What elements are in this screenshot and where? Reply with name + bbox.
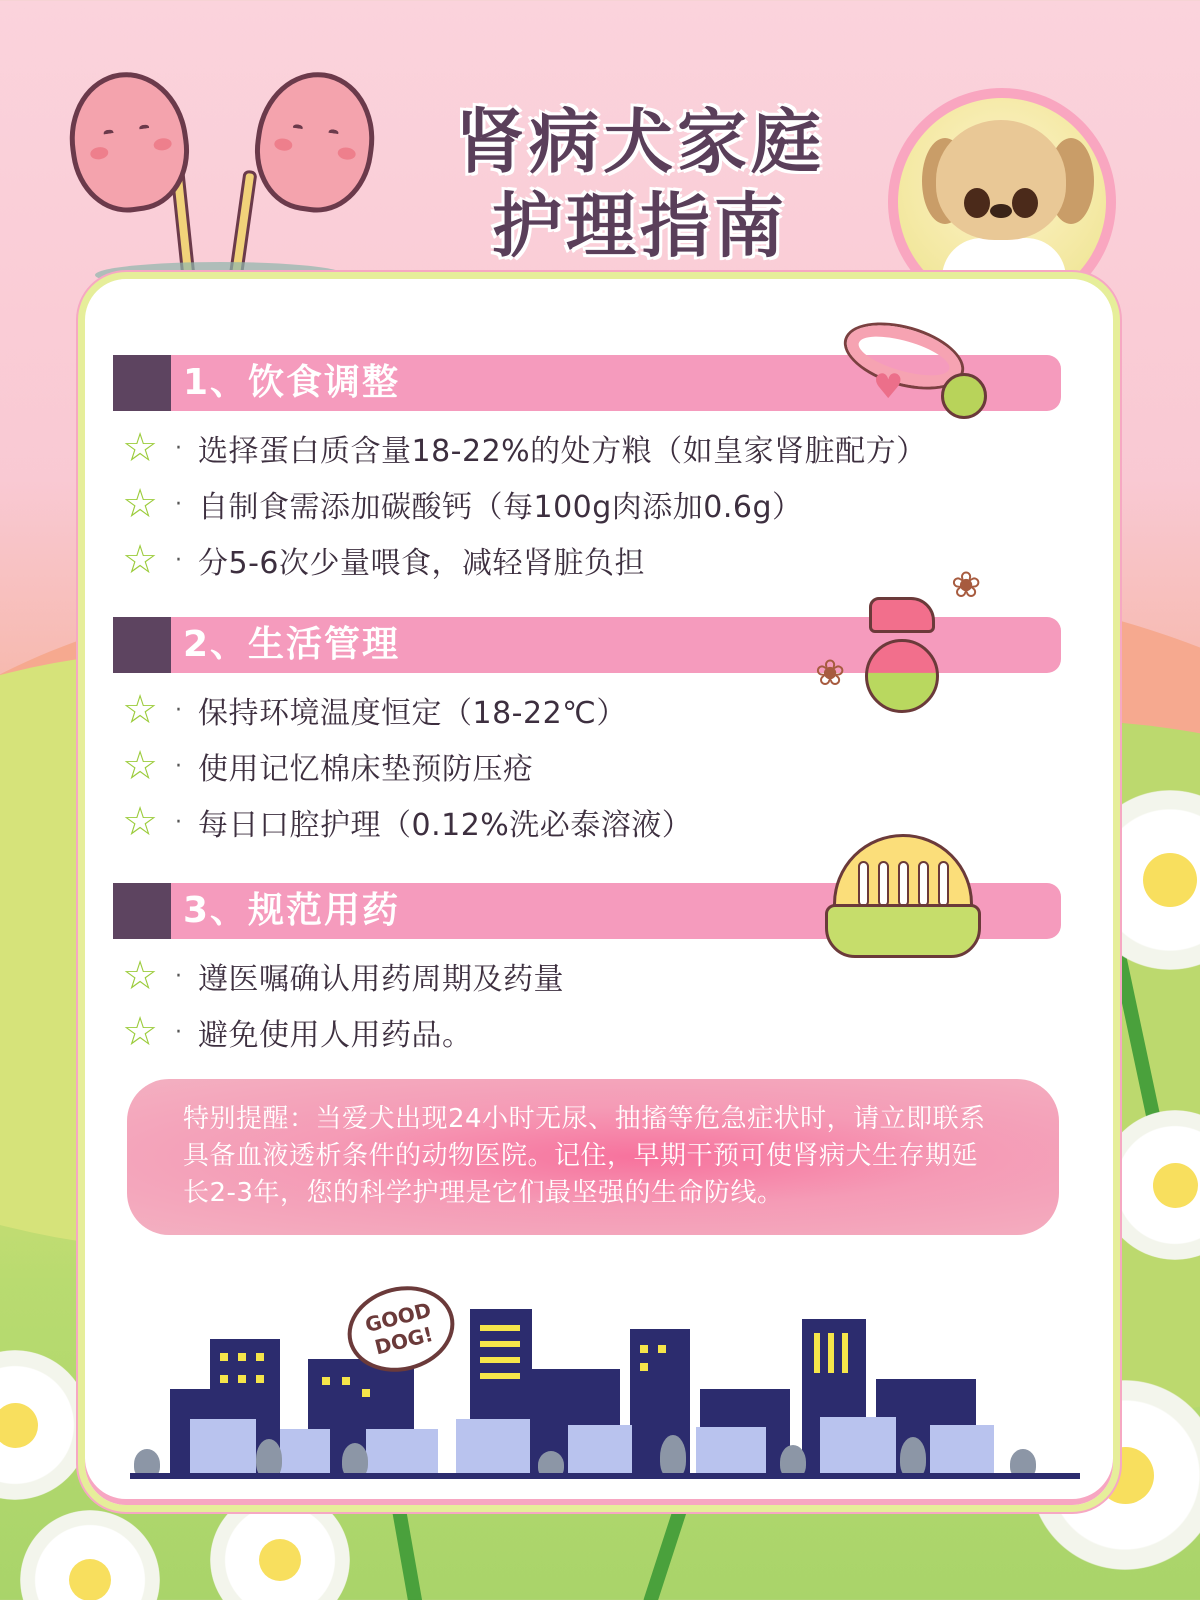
- list-item: [119, 741, 534, 791]
- heart-tag-icon: ♥: [873, 367, 904, 407]
- list-item: [119, 685, 627, 735]
- reminder-text: 特别提醒：当爱犬出现24小时无尿、抽搐等危急症状时，请立即联系具备血液透析条件的动物医院。记住，早期干预可使肾病犬生存期延长2-3年，您的科学护理是它们最坚强的生命防线。: [183, 1104, 986, 1208]
- dog-head: [936, 120, 1066, 240]
- spray-bottle-icon: [869, 597, 935, 633]
- house: [820, 1417, 896, 1479]
- list-item-text: 使用记忆棉床垫预防压疮: [198, 752, 534, 787]
- list-item-text: 避免使用人用药品。: [198, 1018, 473, 1053]
- list-item: [119, 423, 927, 473]
- bullet-dot: ·: [175, 809, 182, 835]
- dog-nose: [990, 204, 1012, 218]
- list-item: [119, 951, 564, 1001]
- list-item-text: 保持环境温度恒定（18-22℃）: [198, 696, 627, 731]
- house: [568, 1425, 632, 1479]
- house: [930, 1425, 994, 1479]
- star-icon: ☆: [122, 481, 158, 527]
- bullet-dot: ·: [175, 963, 182, 989]
- section-marker: [113, 883, 171, 939]
- section-marker: [113, 355, 171, 411]
- house: [696, 1427, 766, 1479]
- ground-line: [130, 1473, 1080, 1479]
- list-item: [119, 797, 692, 847]
- bullet-dot: ·: [175, 697, 182, 723]
- bullet-dot: ·: [175, 1019, 182, 1045]
- city-skyline-illustration: [130, 1299, 1080, 1479]
- paw-print-icon: ❀: [815, 653, 846, 694]
- section-marker: [113, 617, 171, 673]
- star-icon: ☆: [122, 537, 158, 583]
- bullet-dot: ·: [175, 435, 182, 461]
- bullet-dot: ·: [175, 491, 182, 517]
- star-icon: ☆: [122, 743, 158, 789]
- title-line-2: 护理指南: [492, 185, 788, 267]
- daisy-flower-icon: [0, 1350, 90, 1500]
- star-icon: ☆: [122, 1009, 158, 1055]
- star-icon: ☆: [122, 953, 158, 999]
- list-item: [119, 479, 803, 529]
- star-icon: ☆: [122, 687, 158, 733]
- special-reminder-box: [127, 1079, 1059, 1235]
- spray-bottle-icon: [865, 639, 939, 713]
- house: [190, 1419, 256, 1479]
- bullet-dot: ·: [175, 547, 182, 573]
- section-title: 2、生活管理: [183, 624, 401, 665]
- paw-print-icon: ❀: [951, 565, 982, 606]
- list-item-text: 分5-6次少量喂食，减轻肾脏负担: [198, 546, 645, 581]
- house: [456, 1419, 530, 1479]
- list-item-text: 每日口腔护理（0.12%洗必泰溶液）: [198, 808, 693, 843]
- star-icon: ☆: [122, 425, 158, 471]
- bullet-dot: ·: [175, 753, 182, 779]
- content-card: [78, 272, 1120, 1512]
- tennis-ball-icon: [941, 373, 987, 419]
- list-item-text: 选择蛋白质含量18-22%的处方粮（如皇家肾脏配方）: [198, 434, 927, 469]
- section-title: 1、饮食调整: [183, 362, 401, 403]
- house: [366, 1429, 438, 1479]
- daisy-flower-icon: [20, 1510, 160, 1600]
- page-title: [380, 100, 900, 268]
- kidney-right-icon: [247, 64, 383, 219]
- pet-carrier-icon: [825, 834, 981, 954]
- title-line-1: 肾病犬家庭: [455, 101, 825, 183]
- list-item: [119, 1007, 473, 1057]
- speech-bubble-text: GOOD DOG!: [362, 1297, 436, 1360]
- list-item-text: 遵医嘱确认用药周期及药量: [198, 962, 564, 997]
- star-icon: ☆: [122, 799, 158, 845]
- house: [280, 1429, 330, 1479]
- list-item-text: 自制食需添加碳酸钙（每100g肉添加0.6g）: [198, 490, 803, 525]
- list-item: [119, 535, 645, 585]
- section-title: 3、规范用药: [183, 890, 401, 931]
- flower-stem: [391, 1500, 424, 1600]
